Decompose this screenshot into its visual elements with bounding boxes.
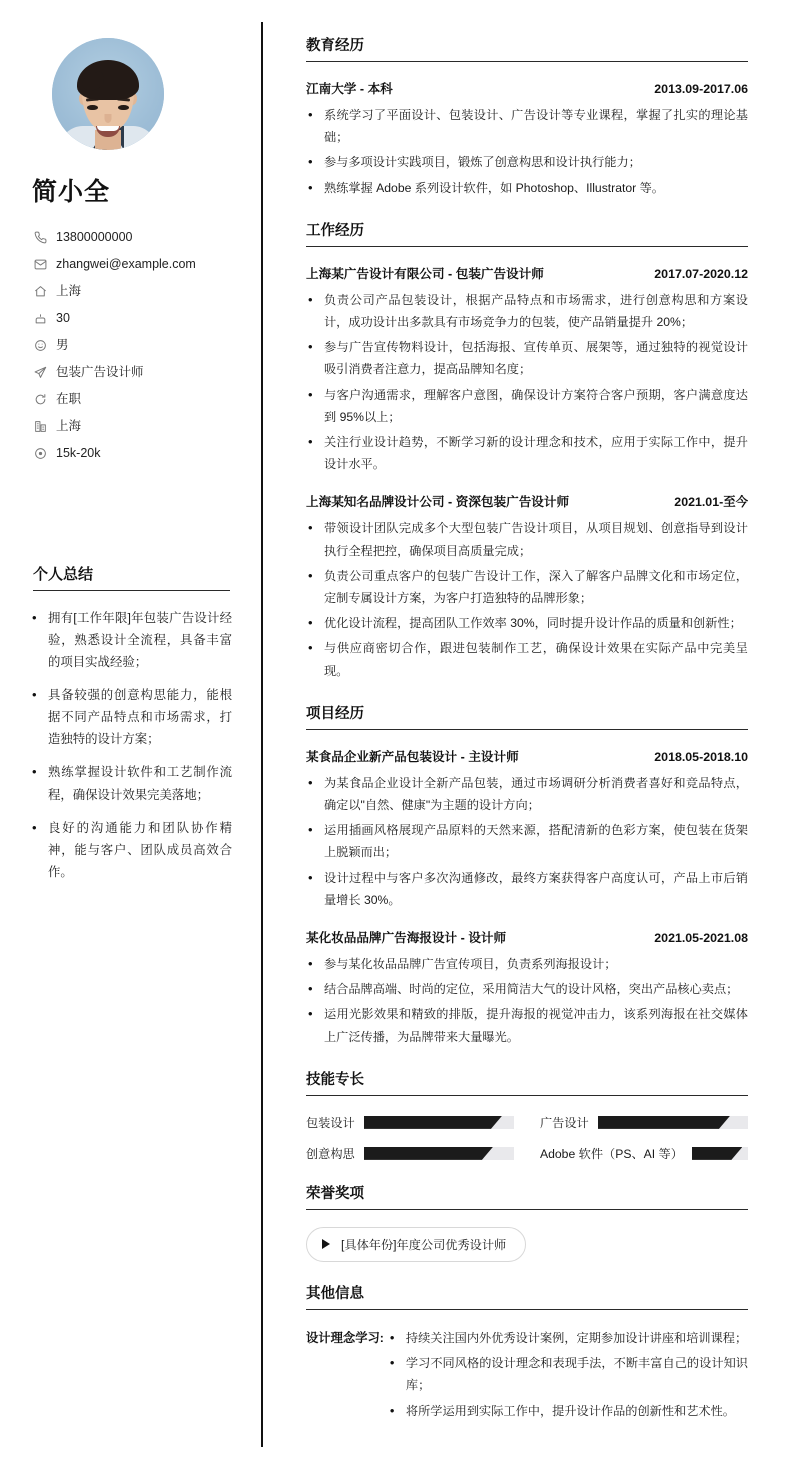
- skill-label: 广告设计: [540, 1115, 589, 1130]
- entry-header: [306, 746, 748, 765]
- entry-bullet: • 运用光影效果和精致的排版，提升海报的视觉冲击力，该系列海报在社交媒体上广泛传播，为品牌带来大量曝光。: [306, 1003, 748, 1047]
- entry-date: 2017.07-2020.12: [654, 266, 748, 281]
- paper-plane-icon: [33, 366, 47, 380]
- skill-item: [306, 1114, 514, 1131]
- education-section: [306, 34, 748, 199]
- skill-label: 创意构思: [306, 1146, 355, 1161]
- cake-icon: [33, 312, 47, 326]
- avatar: [52, 38, 164, 150]
- entry-bullet: • 参与某化妆品品牌广告宣传项目，负责系列海报设计；: [306, 953, 748, 975]
- honors-section: [306, 1182, 748, 1262]
- work-entry: [306, 263, 748, 476]
- entry-bullet: • 为某食品企业设计全新产品包装，通过市场调研分析消费者喜好和竞品特点，确定以"自然、健康"为主题的设计方向；: [306, 772, 748, 816]
- honors-heading: 荣誉奖项: [306, 1182, 748, 1210]
- entry-title: 江南大学 - 本科: [306, 82, 393, 96]
- skill-bar-track: [364, 1116, 514, 1129]
- contact-item-status: [33, 386, 232, 413]
- play-triangle-icon: [322, 1239, 330, 1249]
- skill-bar-fill: [364, 1147, 493, 1160]
- skill-item: [540, 1145, 748, 1162]
- contact-value: 上海: [56, 419, 82, 433]
- skill-bar-track: [364, 1147, 514, 1160]
- other-bullet: • 学习不同风格的设计理念和表现手法，不断丰富自己的设计知识库；: [388, 1352, 748, 1396]
- work-heading: 工作经历: [306, 219, 748, 247]
- main-content: [262, 0, 794, 1457]
- other-section: [306, 1282, 748, 1425]
- other-label: 设计理念学习:: [306, 1330, 384, 1345]
- summary-bullet: • 熟练掌握设计软件和工艺制作流程，确保设计效果完美落地；: [30, 761, 232, 805]
- contact-item-email: [33, 251, 232, 278]
- honor-chip[interactable]: [306, 1227, 526, 1262]
- entry-bullet: • 负责公司产品包装设计，根据产品特点和市场需求，进行创意构思和方案设计，成功设计出多款具有市场竞争力的包装，使产品销量提升 20%；: [306, 289, 748, 333]
- skill-bar-fill: [364, 1116, 502, 1129]
- work-entry: [306, 491, 748, 681]
- other-bullet: • 将所学运用到实际工作中，提升设计作品的创新性和艺术性。: [388, 1400, 748, 1422]
- entry-title: 上海某知名品牌设计公司 - 资深包装广告设计师: [306, 495, 570, 510]
- skill-bar-fill: [598, 1116, 730, 1129]
- refresh-icon: [33, 393, 47, 407]
- entry-date: 2013.09-2017.06: [654, 82, 748, 96]
- contact-value: 15k-20k: [56, 446, 101, 460]
- project-entry: [306, 746, 748, 911]
- entry-bullet: • 与客户沟通需求，理解客户意图，确保设计方案符合客户预期，客户满意度达到 95%以上；: [306, 384, 748, 428]
- contact-item-salary: [33, 440, 232, 467]
- other-block: [306, 1327, 748, 1425]
- entry-bullet: • 熟练掌握 Adobe 系列设计软件，如 Photoshop、Illustrator 等。: [306, 177, 748, 199]
- avatar-eye-left: [87, 105, 98, 110]
- contact-list: [30, 224, 232, 467]
- envelope-icon: [33, 258, 47, 272]
- target-icon: [33, 447, 47, 461]
- entry-bullet: • 系统学习了平面设计、包装设计、广告设计等专业课程，掌握了扎实的理论基础；: [306, 104, 748, 148]
- other-heading: 其他信息: [306, 1282, 748, 1310]
- contact-value: 上海: [56, 284, 82, 298]
- summary-bullet: • 拥有[工作年限]年包装广告设计经验，熟悉设计全流程，具备丰富的项目实战经验；: [30, 607, 232, 673]
- honor-list: [306, 1227, 748, 1262]
- column-divider: [261, 22, 263, 1447]
- entry-bullet: • 运用插画风格展现产品原料的天然来源，搭配清新的色彩方案，使包装在货架上脱颖而出；: [306, 819, 748, 863]
- other-bullet: • 持续关注国内外优秀设计案例，定期参加设计讲座和培训课程；: [388, 1327, 748, 1349]
- other-bullets: [388, 1327, 748, 1425]
- contact-item-age: [33, 305, 232, 332]
- entry-title: 某化妆品品牌广告海报设计 - 设计师: [306, 931, 507, 946]
- building-icon: [33, 420, 47, 434]
- project-entry: [306, 927, 748, 1048]
- contact-item-position: [33, 359, 232, 386]
- projects-section: [306, 702, 748, 1048]
- avatar-eye-right: [118, 105, 129, 110]
- entry-bullet: • 与供应商密切合作，跟进包装制作工艺，确保设计效果在实际产品中完美呈现。: [306, 637, 748, 681]
- summary-section: [30, 563, 232, 883]
- contact-value: zhangwei@example.com: [56, 257, 196, 271]
- summary-heading: 个人总结: [33, 563, 230, 591]
- home-icon: [33, 285, 47, 299]
- contact-item-location: [33, 278, 232, 305]
- education-heading: 教育经历: [306, 34, 748, 62]
- entry-bullet: • 结合品牌高端、时尚的定位，采用简洁大气的设计风格，突出产品核心卖点；: [306, 978, 748, 1000]
- entry-title: 上海某广告设计有限公司 - 包装广告设计师: [306, 266, 544, 281]
- skills-heading: 技能专长: [306, 1068, 748, 1096]
- entry-bullet: • 优化设计流程，提高团队工作效率 30%，同时提升设计作品的质量和创新性；: [306, 612, 748, 634]
- sidebar: [0, 0, 262, 1457]
- contact-value: 在职: [56, 392, 82, 406]
- entry-bullet: • 关注行业设计趋势，不断学习新的设计理念和技术，应用于实际工作中，提升设计水平。: [306, 431, 748, 475]
- entry-bullet: • 带领设计团队完成多个大型包装广告设计项目，从项目规划、创意指导到设计执行全程把控，确保项目高质量完成；: [306, 517, 748, 561]
- entry-header: [306, 491, 748, 510]
- avatar-nose: [105, 114, 112, 123]
- entry-header: [306, 927, 748, 946]
- entry-bullet: • 负责公司重点客户的包装广告设计工作，深入了解客户品牌文化和市场定位，定制专属设计方案，为客户打造独特的品牌形象；: [306, 565, 748, 609]
- education-entry: [306, 78, 748, 199]
- projects-heading: 项目经历: [306, 702, 748, 730]
- skills-section: [306, 1068, 748, 1162]
- entry-date: 2021.01-至今: [674, 495, 748, 510]
- contact-item-phone: [33, 224, 232, 251]
- skill-label: Adobe 软件（PS、AI 等）: [540, 1146, 683, 1161]
- entry-bullet: • 设计过程中与客户多次沟通修改，最终方案获得客户高度认可，产品上市后销量增长 30%。: [306, 867, 748, 911]
- contact-item-gender: [33, 332, 232, 359]
- contact-value: 13800000000: [56, 230, 133, 244]
- skills-grid: [306, 1114, 748, 1162]
- honor-label: [具体年份]年度公司优秀设计师: [341, 1237, 507, 1252]
- summary-bullet: • 具备较强的创意构思能力，能根据不同产品特点和市场需求，打造独特的设计方案；: [30, 684, 232, 750]
- phone-icon: [33, 231, 47, 245]
- summary-bullets: [30, 607, 232, 883]
- entry-bullet: • 参与多项设计实践项目，锻炼了创意构思和设计执行能力；: [306, 151, 748, 173]
- work-section: [306, 219, 748, 682]
- skill-item: [540, 1114, 748, 1131]
- entry-header: [306, 263, 748, 282]
- contact-item-city: [33, 413, 232, 440]
- skill-label: 包装设计: [306, 1115, 355, 1130]
- skill-bar-track: [598, 1116, 748, 1129]
- entry-date: 2018.05-2018.10: [654, 749, 748, 764]
- face-icon: [33, 339, 47, 353]
- entry-bullet: • 参与广告宣传物料设计，包括海报、宣传单页、展架等，通过独特的视觉设计吸引消费者注意力，提高品牌知名度；: [306, 336, 748, 380]
- summary-bullet: • 良好的沟通能力和团队协作精神，能与客户、团队成员高效合作。: [30, 817, 232, 883]
- skill-bar-track: [692, 1147, 748, 1160]
- skill-item: [306, 1145, 514, 1162]
- contact-value: 男: [56, 338, 69, 352]
- entry-date: 2021.05-2021.08: [654, 931, 748, 946]
- contact-value: 30: [56, 311, 70, 325]
- entry-header: [306, 78, 748, 97]
- entry-title: 某食品企业新产品包装设计 - 主设计师: [306, 749, 519, 764]
- person-name: 简小全: [32, 178, 111, 206]
- contact-value: 包装广告设计师: [56, 365, 144, 379]
- skill-bar-fill: [692, 1147, 742, 1160]
